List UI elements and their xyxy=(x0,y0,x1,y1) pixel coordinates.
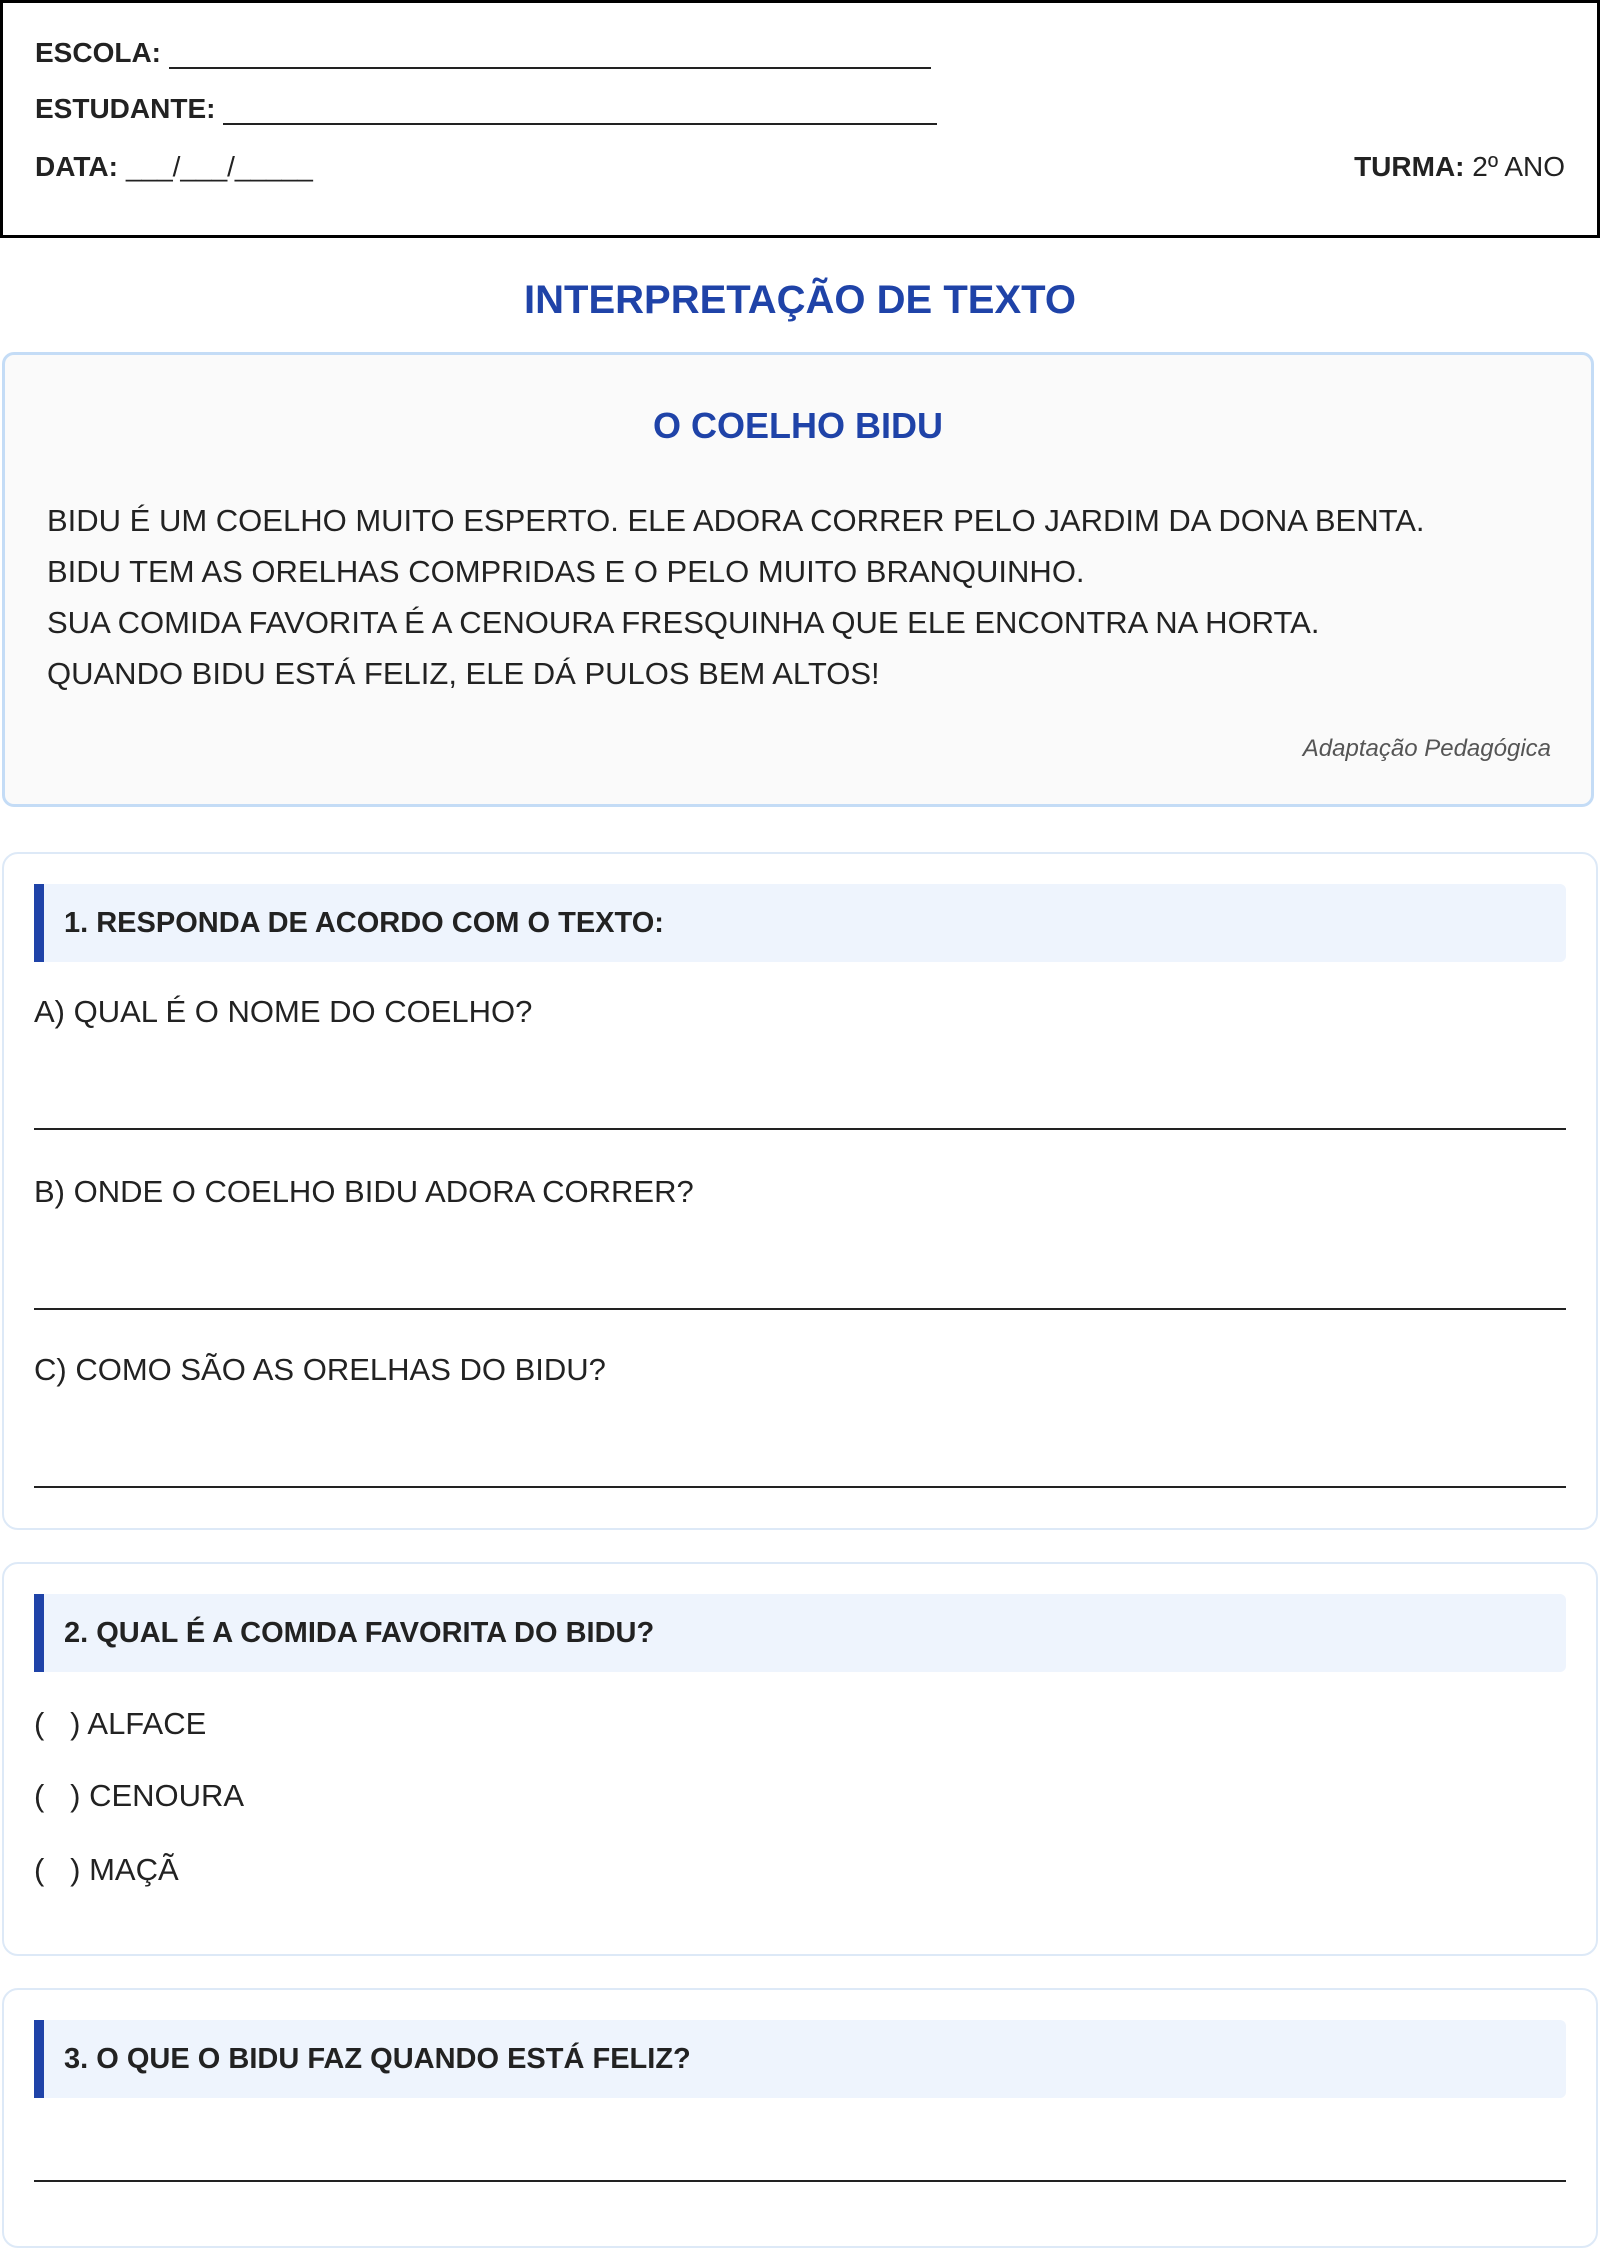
story-source: Adaptação Pedagógica xyxy=(1302,735,1551,762)
question-3-title: 3. O QUE O BIDU FAZ QUANDO ESTÁ FELIZ? xyxy=(34,2020,1566,2098)
estudante-label: ESTUDANTE: xyxy=(35,93,216,124)
estudante-row xyxy=(35,93,937,125)
story-box xyxy=(2,352,1594,807)
question-1c-text: C) COMO SÃO AS ORELHAS DO BIDU? xyxy=(34,1352,606,1387)
turma-value: 2º ANO xyxy=(1472,151,1565,182)
data-field[interactable]: ___/___/_____ xyxy=(125,151,313,182)
question-1a-text: A) QUAL É O NOME DO COELHO? xyxy=(34,994,533,1029)
question-1-title: 1. RESPONDA DE ACORDO COM O TEXTO: xyxy=(34,884,1566,962)
turma-label: TURMA: xyxy=(1354,151,1465,182)
story-text xyxy=(47,495,1425,699)
student-info-box xyxy=(0,0,1600,238)
escola-label: ESCOLA: xyxy=(35,37,161,68)
question-1b-answer-line[interactable] xyxy=(34,1308,1566,1310)
option-alface[interactable]: ( ) ALFACE xyxy=(34,1706,207,1741)
story-line: BIDU TEM AS ORELHAS COMPRIDAS E O PELO MUITO BRANQUINHO. xyxy=(47,554,1085,589)
data-label: DATA: xyxy=(35,151,118,182)
escola-field[interactable] xyxy=(169,41,931,69)
story-title: O COELHO BIDU xyxy=(652,405,943,446)
estudante-field[interactable] xyxy=(223,97,937,125)
data-row xyxy=(35,151,313,183)
question-1a-answer-line[interactable] xyxy=(34,1128,1566,1130)
escola-row xyxy=(35,37,931,69)
question-3-box xyxy=(2,1988,1598,2248)
question-2-title: 2. QUAL É A COMIDA FAVORITA DO BIDU? xyxy=(34,1594,1566,1672)
question-3-answer-line[interactable] xyxy=(34,2180,1566,2182)
option-cenoura[interactable]: ( ) CENOURA xyxy=(34,1778,245,1813)
page-title: INTERPRETAÇÃO DE TEXTO xyxy=(524,278,1076,322)
question-1c-answer-line[interactable] xyxy=(34,1486,1566,1488)
story-line: SUA COMIDA FAVORITA É A CENOURA FRESQUINHA QUE ELE ENCONTRA NA HORTA. xyxy=(47,605,1320,640)
question-1-box xyxy=(2,852,1598,1530)
question-2-box xyxy=(2,1562,1598,1956)
turma-row xyxy=(1354,151,1565,183)
story-line: QUANDO BIDU ESTÁ FELIZ, ELE DÁ PULOS BEM ALTOS! xyxy=(47,656,880,691)
option-maca[interactable]: ( ) MAÇÃ xyxy=(34,1852,179,1887)
story-line: BIDU É UM COELHO MUITO ESPERTO. ELE ADORA CORRER PELO JARDIM DA DONA BENTA. xyxy=(47,503,1425,538)
question-1b-text: B) ONDE O COELHO BIDU ADORA CORRER? xyxy=(34,1174,694,1209)
